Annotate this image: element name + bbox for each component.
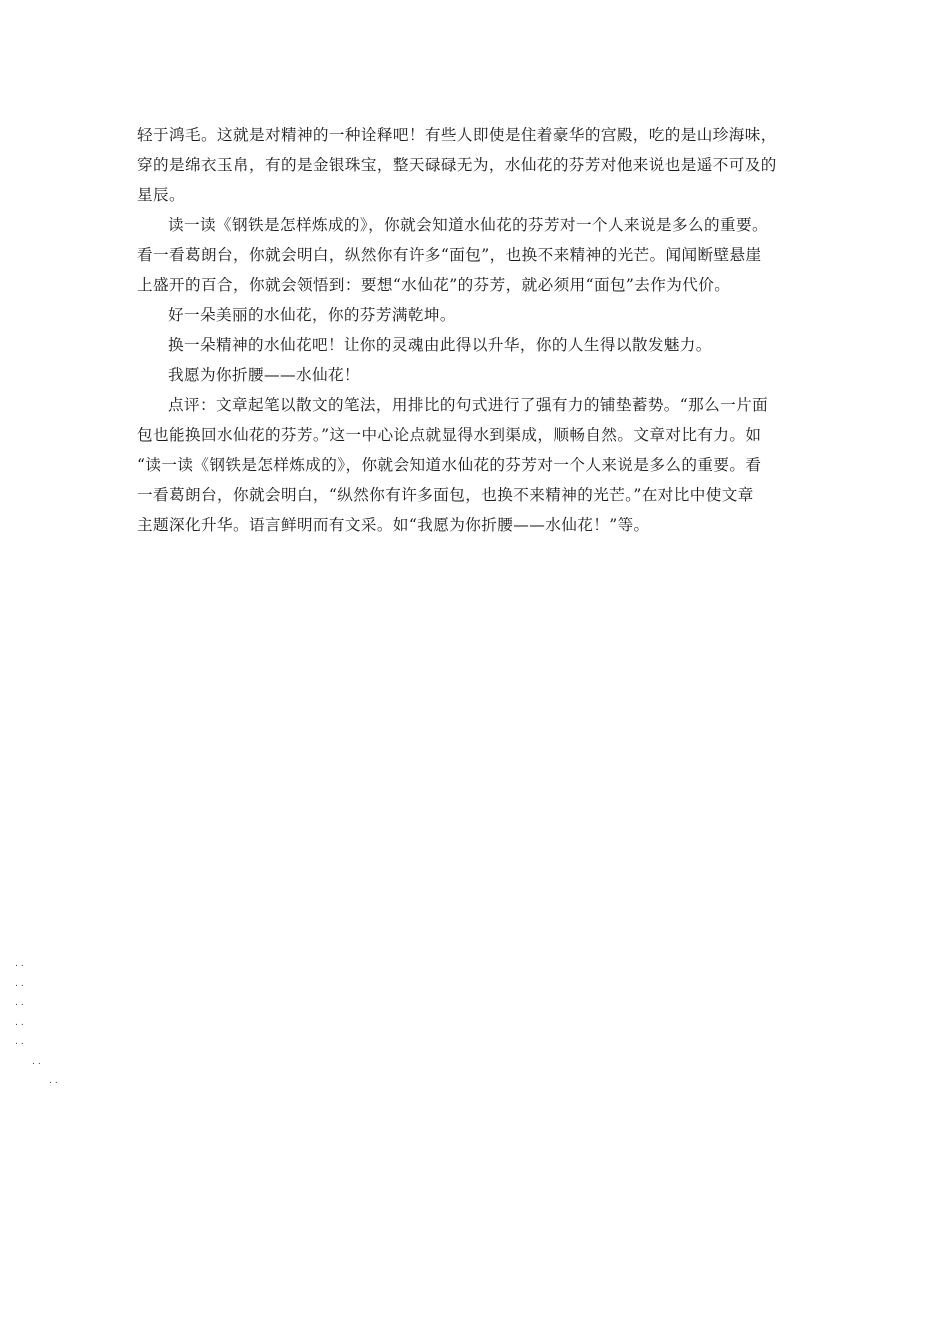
margin-mark: ..: [49, 1076, 61, 1086]
paragraph-line: 看一看葛朗台，你就会明白，纵然你有许多“面包”，也换不来精神的光芒。闻闻断壁悬崖: [137, 246, 762, 264]
paragraph-line: 好一朵美丽的水仙花，你的芬芳满乾坤。: [168, 306, 456, 324]
comment-line: 主题深化升华。语言鲜明而有文采。如“我愿为你折腰——水仙花！”等。: [137, 516, 650, 534]
paragraph-line: 上盛开的百合，你就会领悟到：要想“水仙花”的芬芳，就必须用“面包”去作为代价。: [137, 276, 731, 294]
comment-line: “读一读《钢铁是怎样炼成的》，你就会知道水仙花的芬芳对一个人来说是多么的重要。看: [137, 456, 762, 474]
comment-line: 一看葛朗台，你就会明白，“纵然你有许多面包，也换不来精神的光芒。”在对比中使文章: [137, 486, 754, 504]
margin-mark: ..: [15, 959, 27, 969]
paragraph-line: 读一读《钢铁是怎样炼成的》，你就会知道水仙花的芬芳对一个人来说是多么的重要。: [168, 216, 768, 234]
comment-line: 包也能换回水仙花的芬芳。”这一中心论点就显得水到渠成，顺畅自然。文章对比有力。如: [137, 426, 762, 444]
paragraph-line: 穿的是绵衣玉帛，有的是金银珠宝，整天碌碌无为，水仙花的芬芳对他来说也是遥不可及的: [137, 156, 777, 174]
paragraph-line: 换一朵精神的水仙花吧！让你的灵魂由此得以升华，你的人生得以散发魅力。: [168, 336, 712, 354]
margin-mark: ..: [15, 1017, 27, 1028]
margin-mark: ..: [32, 1056, 44, 1067]
comment-line: 点评：文章起笔以散文的笔法，用排比的句式进行了强有力的铺垫蓄势。“那么一片面: [168, 396, 769, 414]
margin-mark: ..: [15, 998, 27, 1008]
margin-mark: ..: [15, 978, 27, 989]
paragraph-line: 轻于鸿毛。这就是对精神的一种诠释吧！有些人即使是住着豪华的宫殿，吃的是山珍海味，: [137, 126, 777, 144]
margin-mark: ..: [15, 1037, 27, 1047]
document-body: [137, 120, 821, 540]
margin-marks: [0, 955, 61, 1092]
paragraph-line: 星辰。: [137, 186, 185, 204]
paragraph-line: 我愿为你折腰——水仙花！: [168, 366, 360, 384]
